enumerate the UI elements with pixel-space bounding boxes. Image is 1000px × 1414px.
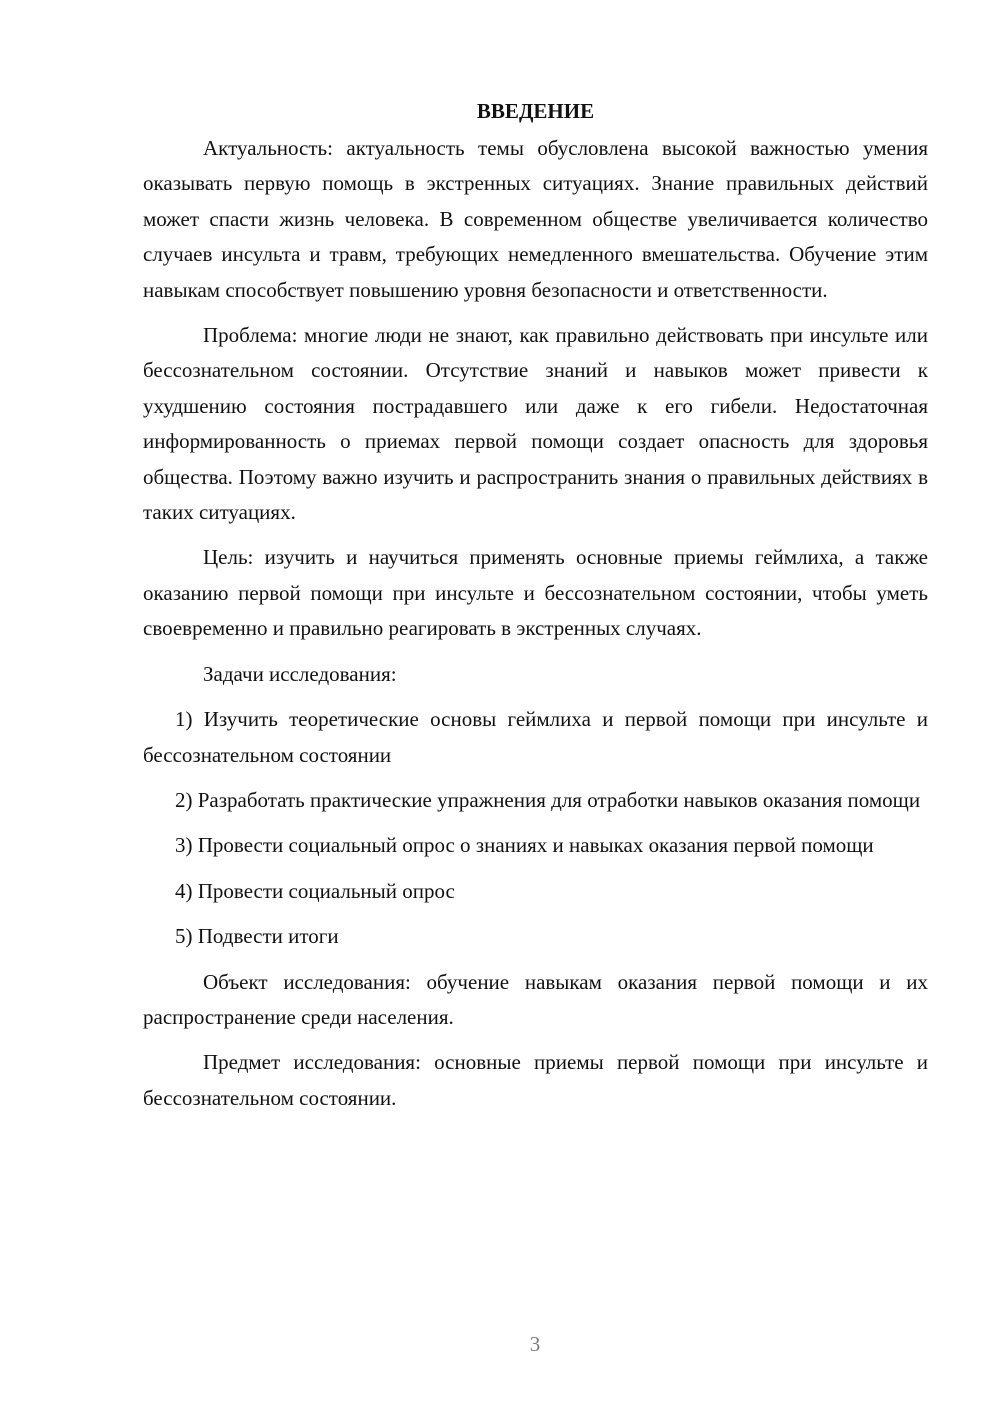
document-page [143, 94, 928, 1126]
tasks-list [143, 702, 928, 954]
paragraph-problem: Проблема: многие люди не знают, как правильно действовать при инсульте или бессознательном состоянии. Отсутствие знаний и навыков может привести к ухудшению состояния пострадавшего или даже к его гибели. Недостаточная информированность о приемах первой помощи создает опасность для здоровья общества. Поэтому важно изучить и распространить знания о правильных действиях в таких ситуациях. [143, 323, 928, 525]
page-number: 3 [529, 1332, 541, 1356]
task-item-5: 5) Подвести итоги [175, 924, 339, 949]
paragraph-relevance: Актуальность: актуальность темы обусловлена высокой важностью умения оказывать первую помощь в экстренных ситуациях. Знание правильных действий может спасти жизнь человека. В современном обществе увеличивается количество случаев инсульта и травм, требующих немедленного вмешательства. Обучение этим навыкам способствует повышению уровня безопасности и ответственности. [143, 136, 928, 302]
paragraph-subject: Предмет исследования: основные приемы первой помощи при инсульте и бессознательном состоянии. [143, 1050, 928, 1110]
task-item-4: 4) Провести социальный опрос [175, 878, 455, 903]
task-item-1: 1) Изучить теоретические основы геймлиха и первой помощи при инсульте и бессознательном состоянии [143, 707, 928, 767]
paragraph-object: Объект исследования: обучение навыкам оказания первой помощи и их распространение среди населения. [143, 969, 928, 1029]
tasks-heading: Задачи исследования: [203, 661, 397, 686]
task-item-2: 2) Разработать практические упражнения для отработки навыков оказания помощи [175, 787, 921, 812]
task-item-3: 3) Провести социальный опрос о знаниях и навыках оказания первой помощи [175, 833, 874, 858]
paragraph-goal: Цель: изучить и научиться применять основные приемы геймлиха, а также оказанию первой помощи при инсульте и бессознательном состоянии, чтобы уметь своевременно и правильно реагировать в экстренных случаях. [143, 545, 928, 641]
document-title: ВВЕДЕНИЕ [476, 99, 595, 123]
